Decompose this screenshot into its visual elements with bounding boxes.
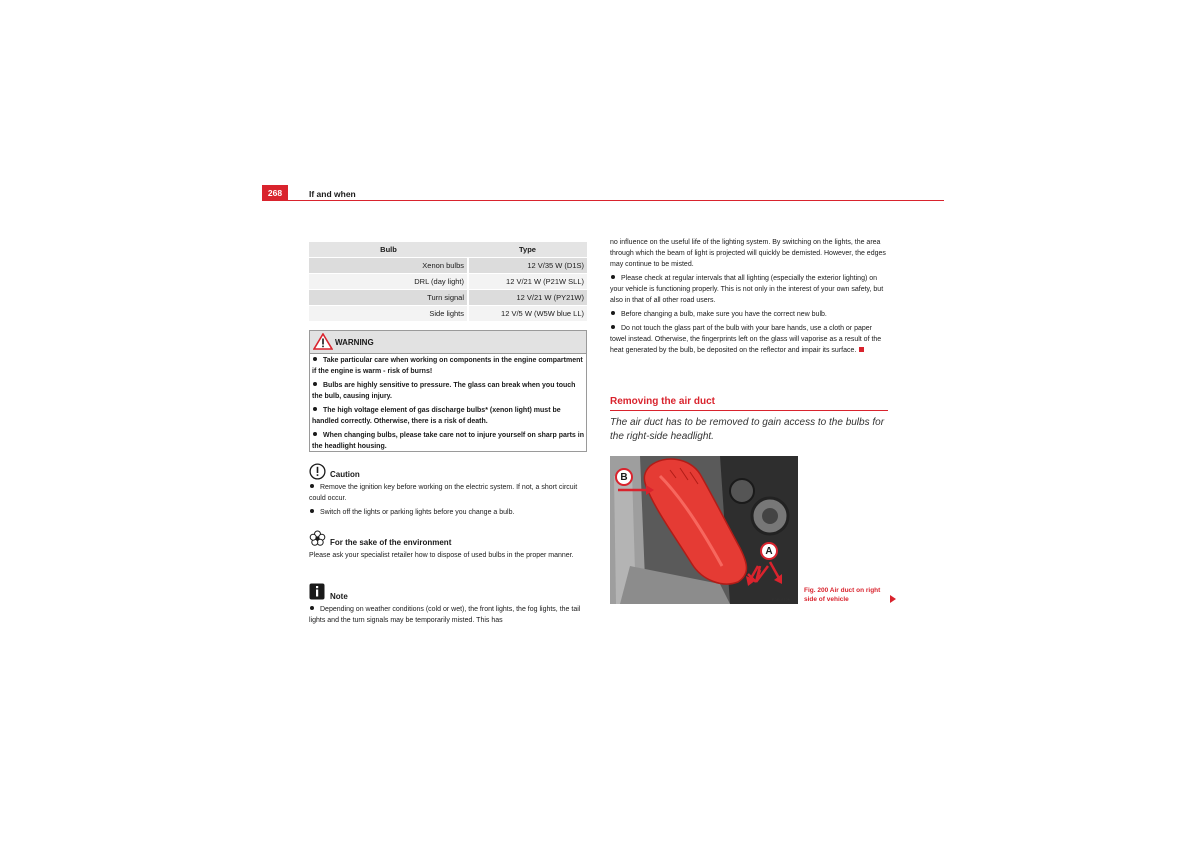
bullet-icon <box>313 357 317 361</box>
caution-title: Caution <box>330 470 360 479</box>
bullet-icon <box>313 432 317 436</box>
warning-item-text: Take particular care when working on components in the engine compartment if the engine is warm - risk of burns! <box>312 357 583 375</box>
caution-item-text: Remove the ignition key before working on the electric system. If not, a short circuit could occur. <box>309 484 578 502</box>
figure-caption-line1: Fig. 200 Air duct on right <box>804 587 881 594</box>
bullet-icon <box>310 509 314 513</box>
info-icon <box>309 583 325 604</box>
column-header: Type <box>468 242 587 258</box>
type-cell: 12 V/35 W (D1S) <box>468 258 587 274</box>
bullet-icon <box>310 606 314 610</box>
continue-arrow-icon <box>890 595 896 603</box>
table-row <box>309 306 587 322</box>
type-cell: 12 V/21 W (PY21W) <box>468 290 587 306</box>
type-cell: 12 V/21 W (P21W SLL) <box>468 274 587 290</box>
figure-caption-line2: side of vehicle <box>804 596 849 603</box>
list-item-text: Please check at regular intervals that all lighting (especially the exterior lighting) on your vehicle is functioning properly. This is not only in the interest of your own safety, but also in that of all other road users. <box>610 275 884 304</box>
bullet-icon <box>313 382 317 386</box>
caution-item <box>309 482 587 504</box>
caution-list <box>309 482 587 518</box>
warning-header <box>310 331 586 354</box>
list-item <box>610 323 890 356</box>
page-number: 268 <box>262 185 288 201</box>
chapter-title: If and when <box>309 189 356 199</box>
callout-b: B <box>615 468 633 486</box>
table-row <box>309 258 587 274</box>
warning-item <box>312 405 584 427</box>
continuation-paragraph: no influence on the useful life of the lighting system. By switching on the lights, the area through which the beam of light is projected will quickly be demisted. However, the edges may continue to be misted. <box>610 239 886 268</box>
warning-item <box>312 430 584 452</box>
bulb-table <box>309 242 587 322</box>
list-item-text: Before changing a bulb, make sure you have the correct new bulb. <box>621 311 827 318</box>
figure-caption <box>804 586 880 604</box>
environment-text: Please ask your specialist retailer how to dispose of used bulbs in the proper manner. <box>309 552 574 559</box>
header-rule <box>262 200 944 201</box>
bullet-icon <box>611 311 615 315</box>
note-text-body: Depending on weather conditions (cold or wet), the front lights, the fog lights, the tail lights and the turn signals may be temporarily misted. This has <box>309 606 581 624</box>
warning-box <box>309 330 587 452</box>
air-duct-illustration <box>610 456 798 604</box>
section-rule <box>610 410 888 411</box>
list-item-text: Do not touch the glass part of the bulb with your bare hands, use a cloth or paper towel instead. Otherwise, the fingerprints left on the glass will vaporise as a result of the heat generated by the bulb, be deposited on the reflector and impair its surface. <box>610 325 882 354</box>
bullet-icon <box>611 275 615 279</box>
caution-item <box>309 507 587 518</box>
note-title: Note <box>330 592 348 601</box>
warning-item-text: When changing bulbs, please take care not to injure yourself on sharp parts in the headlight housing. <box>312 432 584 450</box>
environment-title: For the sake of the environment <box>330 538 452 547</box>
warning-triangle-icon <box>313 333 333 354</box>
callout-a: A <box>760 542 778 560</box>
column-header: Bulb <box>309 242 468 258</box>
type-cell: 12 V/5 W (W5W blue LL) <box>468 306 587 322</box>
bulb-cell: Xenon bulbs <box>309 258 468 274</box>
bullet-icon <box>611 325 615 329</box>
bullet-icon <box>310 484 314 488</box>
caution-item-text: Switch off the lights or parking lights before you change a bulb. <box>320 509 515 516</box>
figure-code: B3R-0129 <box>772 597 791 602</box>
list-item <box>610 273 890 306</box>
warning-list <box>312 355 584 455</box>
right-bullet-list <box>610 273 890 356</box>
bulb-cell: DRL (day light) <box>309 274 468 290</box>
warning-item-text: Bulbs are highly sensitive to pressure. The glass can break when you touch the bulb, causing injury. <box>312 382 576 400</box>
table-row <box>309 274 587 290</box>
warning-item-text: The high voltage element of gas discharge bulbs* (xenon light) must be handled correctly. Otherwise, there is a risk of death. <box>312 407 561 425</box>
bulb-cell: Side lights <box>309 306 468 322</box>
bulb-cell: Turn signal <box>309 290 468 306</box>
environment-flower-icon <box>309 530 326 551</box>
section-end-icon <box>859 347 864 352</box>
warning-item <box>312 355 584 377</box>
warning-item <box>312 380 584 402</box>
table-row <box>309 290 587 306</box>
caution-icon <box>309 463 326 484</box>
warning-title: WARNING <box>335 338 374 347</box>
bullet-icon <box>313 407 317 411</box>
section-title: Removing the air duct <box>610 396 716 407</box>
section-intro: The air duct has to be removed to gain access to the bulbs for the right-side headlight. <box>610 417 885 442</box>
note-text <box>309 604 591 626</box>
table-header-row <box>309 242 587 258</box>
figure-air-duct <box>610 456 798 604</box>
list-item <box>610 309 890 320</box>
